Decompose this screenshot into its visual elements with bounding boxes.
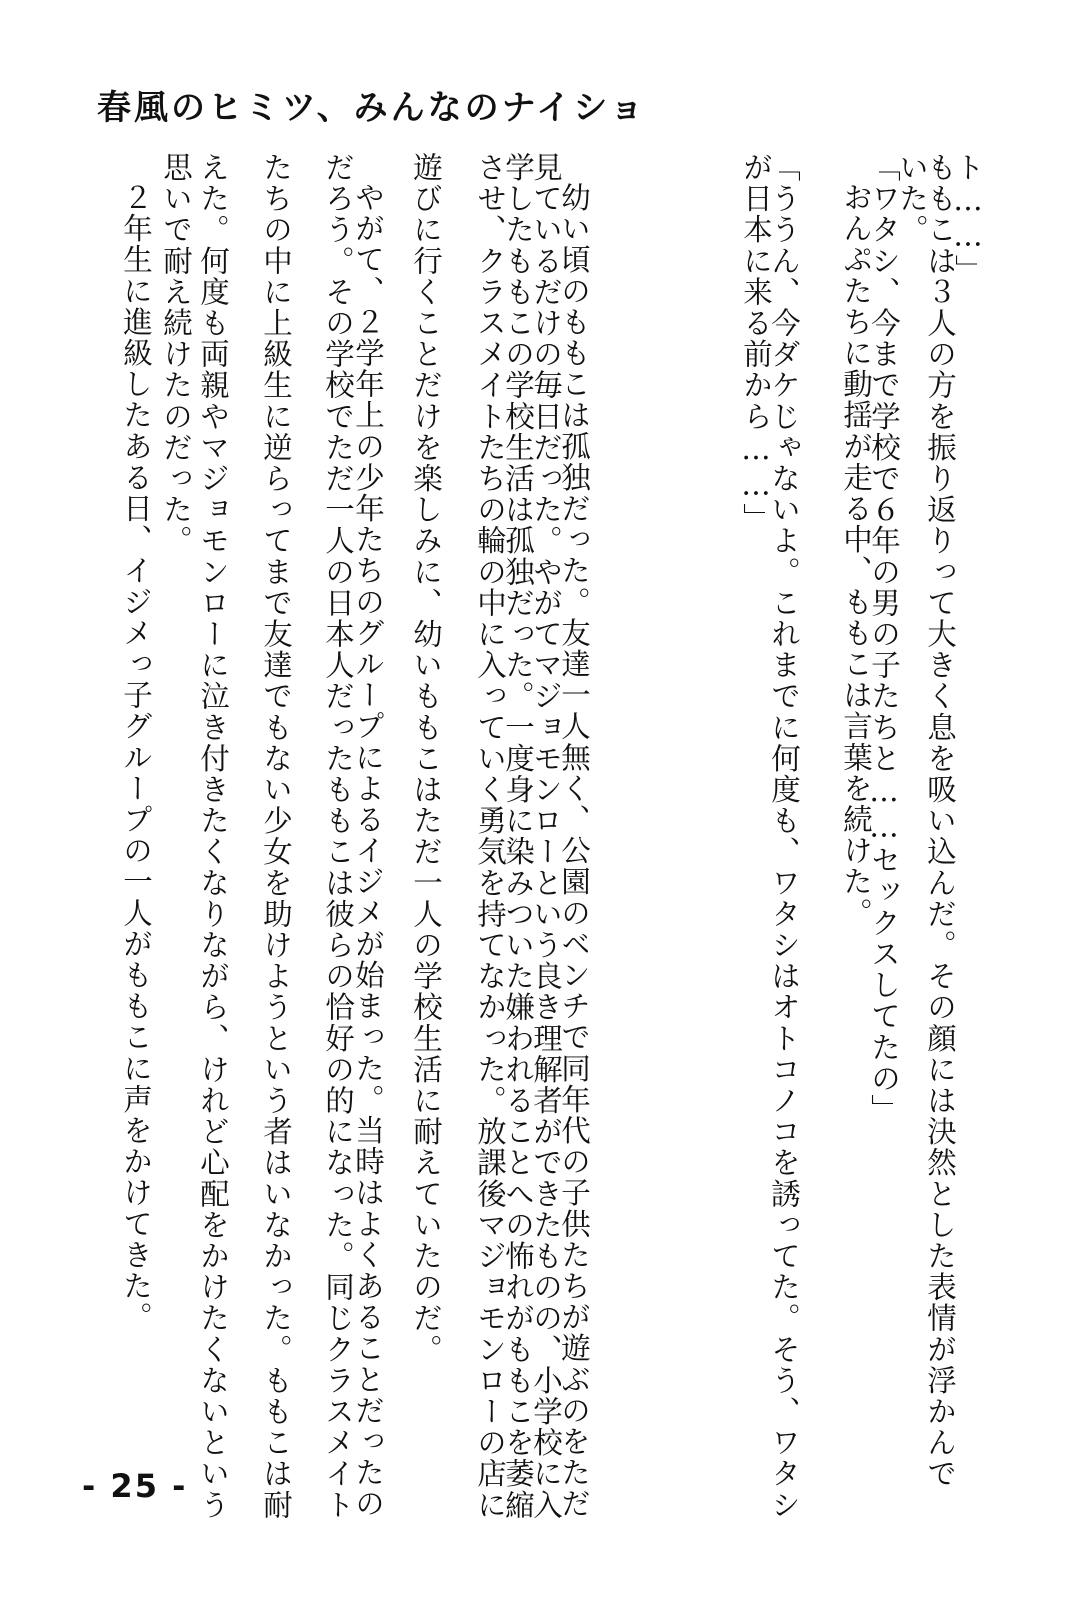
text-column: 遊びに行くことだけを楽しみに、幼いももこはただ一人の学校生活に耐えていたのだ。 <box>409 152 443 1365</box>
text-column: いた。 <box>895 152 929 246</box>
text-column: おんぷたちに動揺が走る中、ももこは言葉を続けた。 <box>839 182 873 929</box>
text-column: 見ているだけの毎日だった。やがてマジョモンローという良き理解者ができたものの、小学校に入 <box>529 152 563 1521</box>
text-column: させ、クラスメイトたちの輪の中に入っていく勇気を持てなかった。放課後マジョモンローの店に <box>473 152 507 1521</box>
text-column: えた。何度も両親やマジョモンローに泣き付きたくなりながら、けれど心配をかけたくないという <box>196 152 230 1521</box>
chapter-title: 春風のヒミツ、みんなのナイショ <box>97 88 647 128</box>
text-column: 「ううん、今ダケじゃないよ。これまでに何度も、ワタシはオトコノコを誘ってた。そう、ワタシ <box>767 152 801 1521</box>
page-number: - 25 - <box>82 1467 188 1505</box>
text-column: 幼い頃のももこは孤独だった。友達一人無く、公園のベンチで同年代の子供たちが遊ぶのをただ <box>557 182 591 1520</box>
text-column: ト……」 <box>951 152 985 286</box>
text-column: 学したももこの学校生活は孤独だった。一度身に染みついた嫌われることへの怖れがももこを萎縮 <box>501 152 535 1521</box>
text-column: たちの中に上級生に逆らってまで友達でもない少女を助けようという者はいなかった。ももこは耐 <box>259 152 293 1521</box>
text-column: ももこは３人の方を振り返りって大きく息を吸い込んだ。その顔には決然とした表情が浮かんで <box>923 152 957 1490</box>
text-column: が日本に来る前から……」 <box>739 152 773 535</box>
text-column: ２年生に進級したある日、イジメっ子グループの一人がももこに声をかけてきた。 <box>119 182 153 1333</box>
text-column: 「ワタシ、今まで学校で６年の男の子たちと……セックスしてたの」 <box>867 152 901 1126</box>
text-column: だろう。その学校でただ一人の日本人だったももこは彼らの恰好の的になった。同じクラスメイト <box>321 152 355 1521</box>
text-column: 思いで耐え続けたのだった。 <box>159 152 193 557</box>
text-column: やがて、２学年上の少年たちのグループによるイジメが始まった。当時はよくあることだったの <box>351 182 385 1520</box>
